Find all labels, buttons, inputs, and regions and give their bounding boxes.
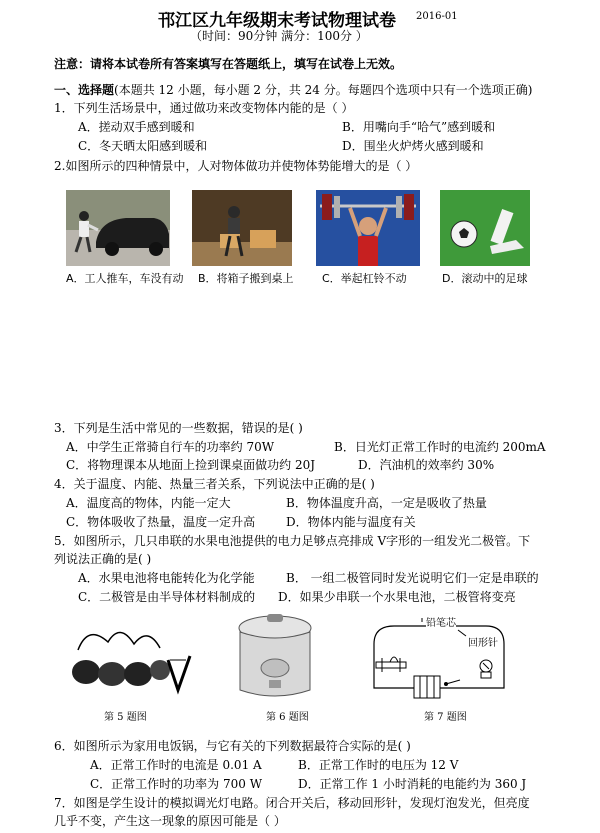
exam-notice: 注意：请将本试卷所有答案填写在答题纸上，填写在试卷上无效。 [54,57,403,71]
figure-7-pencil-lead-label: 铅笔芯 [426,614,456,629]
q5-stem-line2: 列说法正确的是( ) [54,552,152,566]
q3-option-c: C．将物理课本从地面上捡到课桌面做功约 20J [66,458,316,472]
q3-stem: 3．下列是生活中常见的一些数据，错误的是( ) [54,421,303,435]
q6-option-d: D．正常工作 1 小时消耗的电能约为 360 J [298,777,527,791]
figure-7-paper-clip-label: 回形针 [468,634,498,649]
figure-6-label: 第 6 题图 [266,712,309,723]
q3-option-b: B．日光灯正常工作时的电流约 200mA [334,440,546,454]
q2-stem: 2.如图所示的四种情景中，人对物体做功并使物体势能增大的是（ ） [54,159,418,173]
q4-option-b: B．物体温度升高，一定是吸收了热量 [286,496,487,510]
section-heading [54,82,532,98]
exam-subtitle: （时间：90分钟 满分：100分 ） [190,29,368,43]
figure-6-rice-cooker [234,610,316,702]
q5-stem-line1: 5．如图所示，几只串联的水果电池提供的电力足够点亮排成 V字形的一组发光二极管。下 [54,534,531,548]
figure-5-fruit-battery [68,620,196,698]
photo-worker-pushing-car [66,190,170,266]
exam-date: 2016-01 [416,11,458,22]
q5-option-d: D．如果少串联一个水果电池，二极管将变亮 [278,590,516,604]
q6-option-b: B．正常工作时的电压为 12 V [298,758,459,772]
photo-lifting-barbell [316,190,420,266]
q6-stem: 6．如图所示为家用电饭锅，与它有关的下列数据最符合实际的是( ) [54,739,411,753]
q7-stem-line1: 7．如图是学生设计的模拟调光灯电路。闭合开关后，移动回形针，发现灯泡发光，但亮度 [54,796,530,810]
q1-option-c: C．冬天晒太阳感到暖和 [78,139,208,153]
q1-option-a: A．搓动双手感到暖和 [78,120,195,134]
section-heading-label: 一、选择题 [54,83,115,97]
q4-option-c: C．物体吸收了热量，温度一定升高 [66,515,256,529]
q4-option-a: A．温度高的物体，内能一定大 [66,496,231,510]
q5-option-c: C．二极管是由半导体材料制成的 [78,590,256,604]
section-heading-rest: (本题共 12 小题，每小题 2 分，共 24 分。每题四个选项中只有一个选项正确) [114,83,533,97]
q3-option-d: D．汽油机的效率约 30% [358,458,495,472]
q5-option-a: A．水果电池将电能转化为化学能 [78,571,255,585]
q2-caption-c: C．举起杠铃不动 [322,272,407,285]
q4-option-d: D．物体内能与温度有关 [286,515,416,529]
q6-option-a: A．正常工作时的电流是 0.01 A [90,758,262,772]
photo-lifting-box [192,190,292,266]
exam-title: 邗江区九年级期末考试物理试卷 [158,11,396,31]
q2-caption-d: D．滚动中的足球 [442,272,528,285]
figure-7-label: 第 7 题图 [424,712,467,723]
q1-stem: 1．下列生活场景中，通过做功来改变物体内能的是（ ） [54,101,354,115]
q7-stem-line2: 几乎不变，产生这一现象的原因可能是（ ） [54,814,286,828]
q1-option-b: B．用嘴向手“哈气”感到暖和 [342,120,496,134]
figure-5-label: 第 5 题图 [104,712,147,723]
q3-option-a: A．中学生正常骑自行车的功率约 70W [66,440,275,454]
q1-option-d: D．围坐火炉烤火感到暖和 [342,139,484,153]
q2-caption-a: A．工人推车，车没有动 [66,272,184,285]
q4-stem: 4．关于温度、内能、热量三者关系，下列说法中正确的是( ) [54,477,375,491]
q5-option-b: B． 一组二极管同时发光说明它们一定是串联的 [286,571,539,585]
q2-caption-b: B．将箱子搬到桌上 [198,272,294,285]
q6-option-c: C．正常工作时的功率为 700 W [90,777,263,791]
photo-rolling-football [440,190,530,266]
